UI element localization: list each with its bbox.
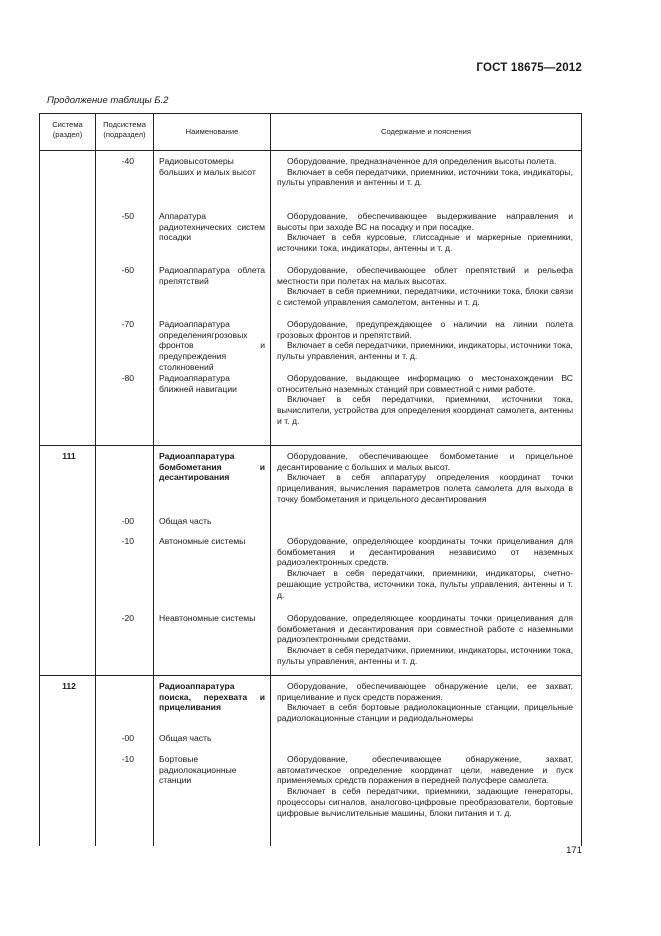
item-name: Автономные системы xyxy=(159,536,246,546)
subsystem-code: -00 xyxy=(121,733,134,743)
system-code: 112 xyxy=(62,681,76,691)
description-paragraph: Оборудование, определяющее координаты точки прицеливания для бомбометания и десантирования при совместной работе с наземными радиоэлектронными средствами. xyxy=(277,613,573,645)
description-paragraph: Включает в себя аппаратуру определения координат точки прицеливания, вычисления параметров полета самолета для выхода в точку бомбометания и прицельного десантирования xyxy=(277,472,573,504)
item-name: Общая часть xyxy=(159,733,212,743)
item-name: Аппаратура радиотехнических систем посадки xyxy=(159,211,265,243)
item-description xyxy=(277,681,573,724)
item-description xyxy=(277,265,573,308)
item-name: Радиовысотомеры больших и малых высот xyxy=(159,156,256,177)
description-paragraph: Оборудование, предупреждающее о наличии на линии полета грозовых фронтов и препятствий. xyxy=(277,319,573,340)
item-description xyxy=(277,754,573,818)
col-divider-2 xyxy=(153,113,154,846)
description-paragraph: Включает в себя передатчики, приемники, индикаторы, источники тока, пульты управления, антенны и т. д. xyxy=(277,645,573,666)
description-paragraph: Оборудование, обеспечивающее обнаружение цели, ее захват, прицеливание и пуск средств поражения. xyxy=(277,681,573,702)
item-name: Общая часть xyxy=(159,516,212,526)
item-name: Радиоаппаратура облета препятствий xyxy=(159,265,265,286)
description-paragraph: Оборудование, выдающее информацию о местонахождении ВС относительно наземных станций при совместной с ними работе. xyxy=(277,373,573,394)
system-code: 111 xyxy=(62,451,76,461)
standard-header: ГОСТ 18675—2012 xyxy=(476,62,582,74)
column-header-system: Система (раздел) xyxy=(52,120,83,139)
item-description xyxy=(277,373,573,427)
subsystem-code: -50 xyxy=(121,211,134,221)
description-paragraph: Включает в себя передатчики, приемники, индикаторы, источники тока, пульты управления, антенны и т. д. xyxy=(277,340,573,362)
col-divider-3 xyxy=(270,113,271,846)
description-paragraph: Оборудование, предназначенное для определения высоты полета. xyxy=(287,156,557,166)
description-paragraph: Включает в себя бортовые радиолокационные станции, прицельные радиолокационные станции и радиодальномеры xyxy=(277,702,573,724)
item-description xyxy=(277,319,573,362)
subsystem-code: -10 xyxy=(121,536,134,546)
item-name: Радиоаппаратура бомбометания и десантирования xyxy=(159,451,265,483)
section-divider-112 xyxy=(39,675,581,676)
table-right-border xyxy=(581,113,582,846)
subsystem-code: -10 xyxy=(121,754,134,764)
item-name: Бортовые радиолокационные станции xyxy=(159,754,237,786)
description-paragraph: Включает в себя курсовые, глиссадные и маркерные приемники, источники тока, индикаторы, антенны и т. д. xyxy=(277,232,573,254)
item-description xyxy=(277,451,573,505)
description-paragraph: Оборудование, обеспечивающее обнаружение, захват, автоматическое определение координат цели, наведение и пуск применяемых средств поражения в передней полусфере самолета. xyxy=(277,754,573,786)
description-paragraph: Включает в себя передатчики, приемники, источники тока, индикаторы, пульты управления и антенны и т. д. xyxy=(277,166,573,188)
description-paragraph: Включает в себя передатчики, приемники, источники тока, вычислители, устройства для определения координат самолета, антенны и т. д. xyxy=(277,394,573,426)
description-paragraph: Включает в себя передатчики, приемники, задающие генераторы, процессоры сигналов, аналогово-цифровые преобразователи, бортовые цифровые вычислительные машины, блоки питания и т. д. xyxy=(277,786,573,818)
description-paragraph: Оборудование, обеспечивающее выдерживание направления и высоты при заходе ВС на посадку и при посадке. xyxy=(277,211,573,232)
item-name: Радиоаппаратура определениягрозовых фронтов и предупреждения столкновений xyxy=(159,319,265,372)
subsystem-code: -00 xyxy=(121,516,134,526)
table-left-border xyxy=(39,113,40,846)
table-caption: Продолжение таблицы Б.2 xyxy=(47,95,169,106)
table-top-border xyxy=(39,113,581,114)
item-description xyxy=(277,211,573,254)
subsystem-code: -20 xyxy=(121,613,134,623)
description-paragraph: Включает в себя передатчики, приемники, индикаторы, счетно-решающие устройства, источники тока, пульты управления, антенны и т. д. xyxy=(277,568,573,600)
column-header-subsystem: Подсистема (подраздел) xyxy=(103,120,146,139)
subsystem-code: -70 xyxy=(121,319,134,329)
column-header-description: Содержание и пояснения xyxy=(380,127,472,136)
description-paragraph: Оборудование, определяющее координаты точки прицеливания для бомбометания и десантирования независимо от наземных радиоэлектронных средств. xyxy=(277,536,573,568)
item-name: Радиоаппаратура поиска, перехвата и прицеливания xyxy=(159,681,265,713)
column-header-name: Наименование xyxy=(185,127,239,136)
section-divider-111 xyxy=(39,445,581,446)
item-name: Радиоаппаратура ближней навигации xyxy=(159,373,237,394)
page-number: 171 xyxy=(566,845,582,856)
subsystem-code: -80 xyxy=(121,373,134,383)
subsystem-code: -40 xyxy=(121,156,134,166)
item-description xyxy=(277,613,573,667)
subsystem-code: -60 xyxy=(121,265,134,275)
col-divider-1 xyxy=(95,113,96,846)
item-description xyxy=(277,156,573,188)
description-paragraph: Оборудование, обеспечивающее облет препятствий и рельефа местности при полетах на малых высотах. xyxy=(277,265,573,286)
item-description xyxy=(277,536,573,600)
item-name: Неавтономные системы xyxy=(159,613,256,623)
description-paragraph: Оборудование, обеспечивающее бомбометание и прицельное десантирование с больших и малых высот. xyxy=(277,451,573,472)
description-paragraph: Включает в себя приемники, передатчики, источники тока, блоки связи с системой управления самолетом, антенны и т. д. xyxy=(277,286,573,308)
table-header-bottom-border xyxy=(39,150,581,151)
